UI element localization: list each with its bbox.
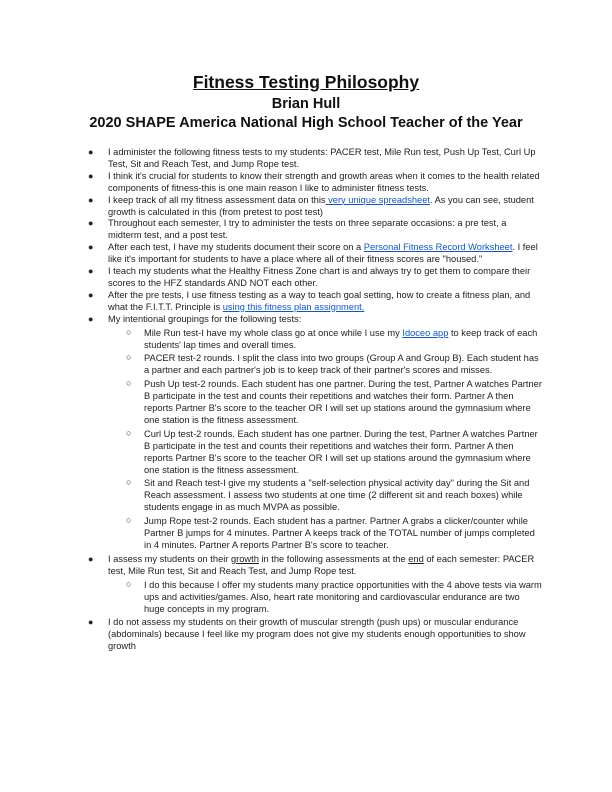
bullet-text: I do not assess my students on their growth of muscular strength (push ups) or muscular endurance (abdominals) because I feel like my program does not give my students enough opportunities to show growth — [108, 617, 526, 652]
spreadsheet-link[interactable]: very unique spreadsheet — [325, 194, 430, 205]
bullet-item — [0, 218, 612, 242]
sub-bullet-item — [108, 516, 542, 552]
sub-bullet-text: to keep track of each students' lap times and overall times. — [144, 327, 538, 350]
award-line: 2020 SHAPE America National High School Teacher of the Year — [89, 115, 523, 131]
sub-bullet-text: Mile Run test-I have my whole class go at once while I use my — [144, 327, 403, 338]
bullet-text: . As you can see, student growth is calculated in this (from pretest to post test) — [108, 194, 534, 217]
sub-bullet-item — [108, 580, 542, 616]
bullet-text: I think it's crucial for students to know their strength and growth areas when it comes to the health related components of fitness-this is one main reason I like to administer fitness tests. — [108, 170, 540, 193]
bullet-text: I keep track of all my fitness assessment data on this — [108, 194, 326, 205]
sub-bullet-text: Push Up test-2 rounds. Each student has one partner. During the test, Partner A watches Partner B participate in the test and counts their repetitions and watches their form. Partner A then reports Partner B's score to the teacher OR I will set up stations around the gymnasium where one station is the fitness assessment. — [144, 379, 542, 425]
sub-bullet-text: I do this because I offer my students many practice opportunities with the 4 above tests via warm ups and activities/games. Also, heart rate monitoring and cardiovascular endurance are two huge concepts in my program. — [144, 579, 542, 614]
bullet-text: After the pre tests, I use fitness testing as a way to teach goal setting, how to create a fitness plan, and what the F.I.T.T. Principle is — [108, 289, 531, 312]
circle-bullet-icon: ○ — [126, 326, 132, 337]
underlined-word-growth: growth — [230, 553, 259, 564]
circle-bullet-icon: ○ — [126, 477, 132, 488]
bullet-text: of each semester: PACER test, Mile Run test, Sit and Reach Test, and Jump Rope test. — [108, 553, 535, 576]
sub-bullet-item — [108, 353, 542, 377]
bullet-dot-icon: ● — [88, 289, 94, 300]
bullet-dot-icon: ● — [88, 617, 94, 628]
idoceo-app-link[interactable]: Idoceo app — [402, 327, 449, 338]
bullet-text: in the following assessments at the — [258, 553, 409, 564]
sub-bullet-item — [108, 429, 542, 477]
bullet-text: I administer the following fitness tests to my students: PACER test, Mile Run test, Push Up Test, Curl Up Test, Sit and Reach Test, and Jump Rope test. — [108, 147, 536, 169]
circle-bullet-icon: ○ — [126, 378, 132, 389]
bullet-dot-icon: ● — [88, 242, 94, 253]
document-header — [0, 72, 612, 133]
fitness-plan-assignment-link[interactable]: using this fitness plan assignment. — [222, 301, 365, 312]
bullet-item — [0, 554, 612, 616]
bullet-item — [0, 195, 612, 219]
circle-bullet-icon: ○ — [126, 352, 132, 363]
sub-bullet-text: PACER test-2 rounds. I split the class into two groups (Group A and Group B). Each student has a partner and each partner's job is to keep track of their partner's scores and misses. — [144, 353, 539, 376]
fitness-record-worksheet-link[interactable]: Personal Fitness Record Worksheet — [363, 242, 513, 253]
bullet-text: . I feel like it's important for students to have a place where all of their fitness scores are "housed." — [108, 242, 538, 265]
bullet-item — [0, 290, 612, 314]
author-name: Brian Hull — [271, 96, 341, 112]
bullet-text: Throughout each semester, I try to administer the tests on three separate occasions: a pre test, a midterm test, and a post test. — [108, 218, 507, 241]
sub-bullet-text: Curl Up test-2 rounds. Each student has one partner. During the test, Partner A watches Partner B participate in the test and counts their repetitions and watches their form. Partner A then reports Partner B's score to the teacher OR I will set up stations around the gymnasium where one station is the fitness assessment. — [144, 428, 538, 475]
bullet-dot-icon: ● — [88, 147, 94, 157]
bullet-dot-icon: ● — [88, 170, 94, 181]
bullet-dot-icon: ● — [88, 194, 94, 205]
bullet-item — [0, 171, 612, 195]
sub-bullet-item — [108, 328, 542, 352]
bullet-text: I teach my students what the Healthy Fitness Zone chart is and always try to get them to compare their scores to the HFZ standards AND NOT each other. — [108, 266, 531, 288]
circle-bullet-icon: ○ — [126, 427, 132, 438]
underlined-word-end: end — [408, 553, 424, 564]
sub-bullet-text: Jump Rope test-2 rounds. Each student has a partner. Partner A grabs a clicker/counter while Partner B jumps for 4 minutes. Partner A keeps track of the TOTAL number of jumps completed in 4 minutes. Partner A reports Partner B's score to teacher. — [144, 516, 535, 550]
bullet-item — [0, 147, 612, 171]
sub-bullet-text: Sit and Reach test-I give my students a "self-selection physical activity day" during the Sit and Reach assessment. I assess two students at one time (2 different sit and reach boxes) while students engage in as much MVPA as possible. — [144, 478, 530, 513]
sub-bullet-item — [108, 379, 542, 427]
bullet-item — [0, 617, 612, 653]
groupings-sub-list — [108, 328, 542, 552]
circle-bullet-icon: ○ — [126, 578, 132, 589]
circle-bullet-icon: ○ — [126, 515, 132, 526]
bullet-dot-icon: ● — [88, 553, 94, 564]
bullet-item — [0, 242, 612, 266]
bullet-dot-icon: ● — [88, 266, 94, 277]
bullet-dot-icon: ● — [88, 313, 94, 324]
bullet-text: After each test, I have my students document their score on a — [108, 242, 364, 253]
growth-sub-list — [108, 580, 542, 616]
bullet-text: My intentional groupings for the following tests: — [108, 313, 302, 324]
document-title: Fitness Testing Philosophy — [192, 72, 420, 92]
bullet-text: I assess my students on their — [108, 553, 231, 564]
bullet-dot-icon: ● — [88, 218, 94, 229]
philosophy-bullet-list — [0, 147, 612, 653]
bullet-item — [0, 266, 612, 290]
sub-bullet-item — [108, 478, 542, 514]
bullet-item — [0, 314, 612, 552]
